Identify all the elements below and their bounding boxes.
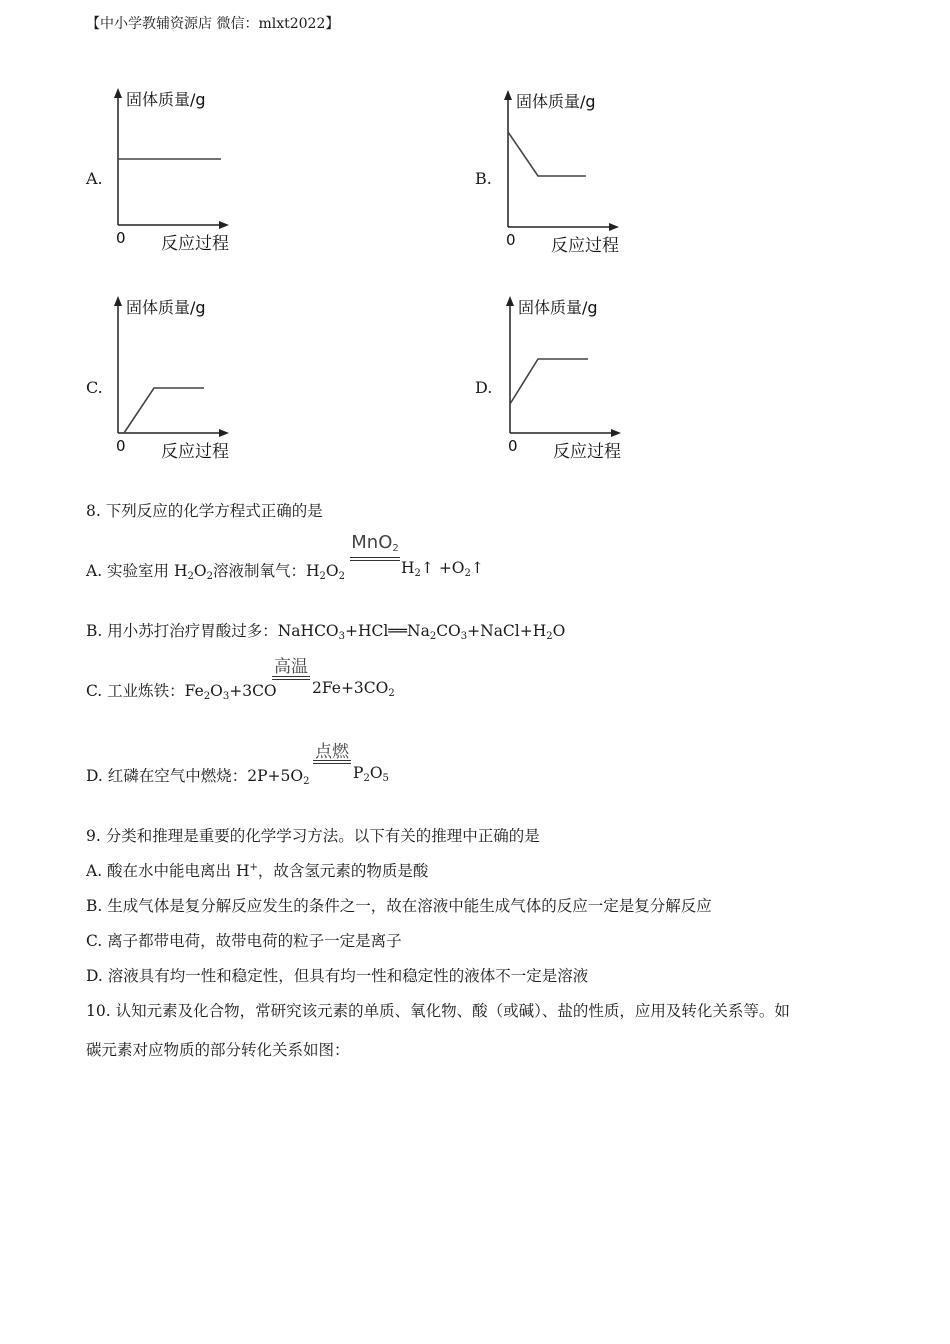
y-axis-arrow	[114, 88, 122, 98]
q9-option-c: C. 离子都带电荷，故带电荷的粒子一定是离子	[86, 932, 402, 950]
q8-a-condition: MnO$_2$	[351, 532, 399, 554]
origin-label: 0	[116, 229, 126, 247]
q10-line-1: 10. 认知元素及化合物，常研究该元素的单质、氧化物、酸（或碱）、盐的性质，应用及转化关系等。如	[86, 1002, 790, 1020]
origin-label: 0	[506, 231, 516, 249]
mass-curve	[124, 388, 204, 433]
x-axis-label: 反应过程	[161, 234, 229, 254]
option-a-label: A.	[86, 169, 103, 188]
y-axis-label: 固体质量/g	[126, 90, 206, 109]
x-axis-arrow	[609, 223, 619, 231]
x-axis-label: 反应过程	[161, 442, 229, 462]
q8-option-a-right: $H_2↑$ $+O_2↑$	[401, 559, 484, 579]
q9-option-a: A. 酸在水中能电离出 H+，故含氢元素的物质是酸	[86, 862, 429, 880]
graph-d	[500, 294, 630, 466]
q8-option-c-left: C. 工业炼铁：$Fe_2O_3+3CO$	[86, 682, 277, 702]
q8-d-equals-bar	[313, 760, 351, 764]
x-axis-arrow	[219, 221, 229, 229]
origin-label: 0	[508, 437, 518, 455]
q8-option-b: B. 用小苏打治疗胃酸过多：$NaHCO_3+HCl══Na_2CO_3+NaCl+H_2O$	[86, 622, 566, 642]
x-axis-arrow	[611, 429, 621, 437]
page-header: 【中小学教辅资源店 微信：mlxt2022】	[86, 16, 340, 32]
q8-d-condition: 点燃	[315, 742, 349, 762]
graph-c	[108, 294, 238, 466]
q8-option-c-right: $2Fe+3CO_2$	[312, 679, 395, 699]
y-axis-arrow	[506, 296, 514, 306]
q8-c-condition: 高温	[274, 657, 308, 677]
q8-option-a-left: A. 实验室用 $H_2O_2$溶液制氧气：$H_2O_2$	[86, 562, 345, 582]
x-axis-label: 反应过程	[553, 442, 621, 462]
mass-curve	[510, 359, 588, 404]
q8-a-equals-bar	[350, 557, 400, 561]
q9-option-d: D. 溶液具有均一性和稳定性，但具有均一性和稳定性的液体不一定是溶液	[86, 967, 589, 985]
x-axis-label: 反应过程	[551, 236, 619, 256]
origin-label: 0	[116, 437, 126, 455]
q9-option-b: B. 生成气体是复分解反应发生的条件之一，故在溶液中能生成气体的反应一定是复分解反应	[86, 897, 712, 915]
y-axis-label: 固体质量/g	[516, 92, 596, 111]
y-axis-arrow	[504, 90, 512, 100]
mass-curve	[508, 132, 586, 176]
graph-b	[498, 88, 628, 260]
y-axis-label: 固体质量/g	[518, 298, 598, 317]
q8-stem: 8. 下列反应的化学方程式正确的是	[86, 502, 323, 520]
q8-c-equals-bar	[272, 676, 310, 680]
q8-option-d-right: $P_2O_5$	[353, 764, 389, 784]
y-axis-arrow	[114, 296, 122, 306]
q8-option-d-left: D. 红磷在空气中燃烧：$2P+5O_2$	[86, 767, 310, 787]
q10-line-2: 碳元素对应物质的部分转化关系如图：	[86, 1041, 350, 1059]
option-d-label: D.	[475, 378, 493, 397]
option-c-label: C.	[86, 378, 103, 397]
graph-a	[108, 86, 238, 258]
y-axis-label: 固体质量/g	[126, 298, 206, 317]
x-axis-arrow	[219, 429, 229, 437]
option-b-label: B.	[475, 169, 492, 188]
q9-stem: 9. 分类和推理是重要的化学学习方法。以下有关的推理中正确的是	[86, 827, 540, 845]
